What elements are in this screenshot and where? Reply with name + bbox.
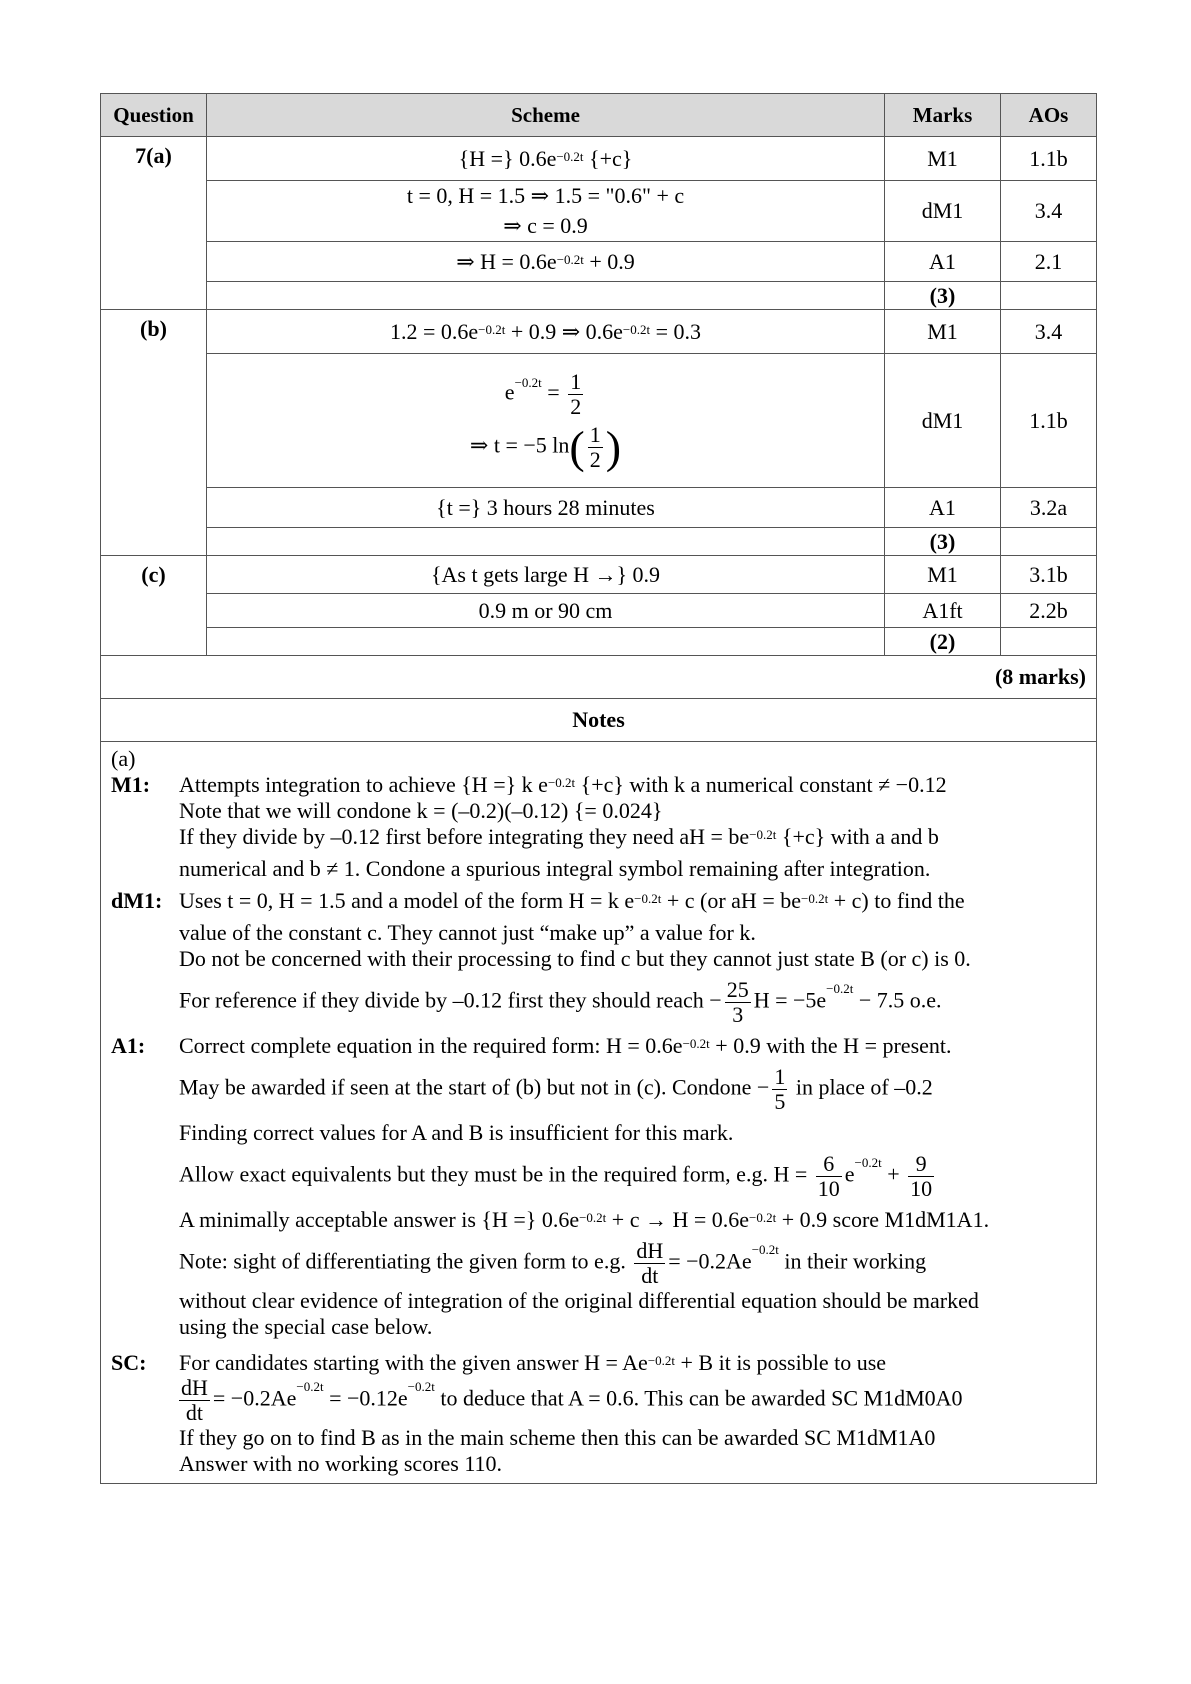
fraction [908,1152,934,1201]
ao-cell: 3.2a [1001,488,1097,528]
fraction [772,1065,787,1114]
note-line: + 0.9 score M1dM1A1. [781,1207,990,1232]
formula-text: + 0.9 ⇒ 0.6e [510,318,623,344]
mark-cell: A1 [885,488,1001,528]
note-label: SC: [111,1350,147,1375]
note-line: in place of –0.2 [795,1074,933,1100]
total-marks: (8 marks) [101,656,1097,699]
note-dm1 [111,888,1096,1027]
table-row [101,528,1097,556]
note-text [179,772,1096,882]
exponent: −0.2t [749,1210,777,1225]
mark-cell: M1 [885,556,1001,594]
table-row [101,594,1097,628]
exponent: −0.2t [854,1155,882,1170]
formula-text: {+c} [589,145,633,171]
exponent: −0.2t [682,1036,710,1051]
exponent: −0.2t [579,1210,607,1225]
formula-text: {H =} [458,145,514,171]
note-line: in their working [784,1248,927,1274]
header-scheme: Scheme [207,94,885,137]
part-label: (a) [111,746,136,771]
formula-text: 0.6e [519,145,557,171]
part-total: (3) [885,528,1001,556]
note-line: = −0.2Ae [668,1248,752,1274]
table-row [101,488,1097,528]
table-row [101,137,1097,181]
exponent: −0.2t [478,321,506,337]
note-line: If they divide by –0.12 first before integrating they need aH = be [179,824,750,849]
denominator: dt [641,1263,659,1288]
ao-cell-empty [1001,282,1097,310]
part-total: (2) [885,628,1001,656]
notes-title: Notes [101,699,1097,742]
ao-cell: 3.1b [1001,556,1097,594]
header-aos: AOs [1001,94,1097,137]
note-line: Uses t = 0, H = 1.5 and a model of the form H = k e [179,888,635,913]
scheme-cell: {t =} 3 hours 28 minutes [207,488,885,528]
note-line: + B it is possible to use [680,1350,887,1375]
note-text [179,1033,1096,1340]
numerator: dH [181,1375,208,1400]
exponent: −0.2t [622,321,651,337]
formula-text: 1.2 = 0.6e [389,318,479,344]
ao-cell: 2.1 [1001,242,1097,282]
ao-cell: 3.4 [1001,181,1097,242]
note-line: + 0.9 with the H = present. [715,1033,952,1058]
note-line: + c) to find the [833,888,965,913]
fraction [725,978,751,1027]
note-line: For reference if they divide by –0.12 first they should reach − [179,987,722,1013]
mark-cell: M1 [885,310,1001,354]
scheme-cell-empty [207,528,885,556]
question-label-7a: 7(a) [101,137,207,310]
denominator: 2 [589,446,601,472]
formula-text: + 0.9 [589,248,635,274]
mark-scheme-table [100,93,1097,1484]
table-row [101,354,1097,488]
note-label: M1: [111,772,151,797]
exponent: −0.2t [647,1353,676,1368]
header-row [101,94,1097,137]
exponent: −0.2t [826,981,854,996]
scheme-cell-empty [207,282,885,310]
scheme-cell [207,242,885,282]
mark-cell: M1 [885,137,1001,181]
formula-text: ⇒ t = −5 ln [469,432,570,458]
header-question: Question [101,94,207,137]
formula-line [207,370,884,419]
fraction [816,1152,842,1201]
exponent: −0.2t [556,251,584,267]
scheme-cell [207,354,885,488]
denominator: 5 [774,1089,786,1114]
note-line: For candidates starting with the given answer H = Ae [179,1350,648,1375]
exponent: −0.2t [296,1379,324,1394]
exponent: −0.2t [801,891,829,906]
scheme-cell: 0.9 m or 90 cm [207,594,885,628]
note-line: A minimally acceptable answer is {H =} 0.6e [179,1207,580,1232]
scheme-cell-empty [207,628,885,656]
denominator: 3 [732,1002,744,1027]
note-line: using the special case below. [179,1314,433,1339]
note-line: Answer with no working scores 110. [179,1451,503,1476]
mark-cell: A1ft [885,594,1001,628]
table-row [101,242,1097,282]
note-line: Attempts integration to achieve {H =} k e [179,772,548,797]
numerator: dH [636,1238,664,1263]
mark-scheme-sheet [100,93,1096,1484]
scheme-cell [207,310,885,354]
paren: ) [605,421,622,472]
exponent: −0.2t [514,374,542,390]
notes-row [101,742,1097,1484]
note-line: value of the constant c. They cannot just “make up” a value for k. [179,920,756,945]
scheme-cell: {As t gets large H →} 0.9 [207,556,885,594]
note-line: If they go on to find B as in the main scheme then this can be awarded SC M1dM1A0 [179,1425,936,1450]
exponent: −0.2t [547,775,576,790]
notes-body [101,742,1097,1484]
fraction [568,370,583,419]
paren: ( [569,421,585,472]
exponent: −0.2t [634,891,662,906]
numerator: 1 [774,1064,786,1089]
numerator: 6 [816,1152,842,1177]
note-label: A1: [111,1033,146,1058]
numerator: 9 [908,1152,934,1177]
note-line: without clear evidence of integration of the original differential equation should be marked [179,1288,979,1313]
mark-cell: dM1 [885,354,1001,488]
exponent: −0.2t [556,148,584,164]
formula-text: ⇒ H = 0.6e [456,248,557,274]
note-line: + [887,1161,900,1187]
note-line: Correct complete equation in the required form: H = 0.6e [179,1033,683,1058]
table-row [101,181,1097,242]
fraction [179,1376,210,1425]
exponent: −0.2t [751,1242,779,1257]
denominator: dt [185,1400,203,1425]
formula-line [207,423,884,472]
note-line: − 7.5 o.e. [858,987,942,1013]
note-line: {+c} with a and b [781,824,939,849]
exponent: −0.2t [407,1379,435,1394]
ao-cell-empty [1001,528,1097,556]
note-label: dM1: [111,888,163,913]
notes-header-row [101,699,1097,742]
formula-line: t = 0, H = 1.5 ⇒ 1.5 = "0.6" + c [406,183,685,208]
note-sc [111,1350,1096,1477]
note-line: H = −5e [753,987,827,1013]
note-text [179,1350,1096,1477]
note-line: May be awarded if seen at the start of (b) but not in (c). Condone − [179,1074,770,1100]
note-line: Finding correct values for A and B is insufficient for this mark. [179,1120,734,1145]
formula-text: = [547,379,560,405]
question-label-c: (c) [101,556,207,656]
note-m1 [111,772,1096,882]
note-line: + c → H = 0.6e [611,1207,750,1232]
scheme-cell [207,181,885,242]
table-row [101,556,1097,594]
ao-cell-empty [1001,628,1097,656]
note-text [179,888,1096,1027]
note-line: Allow exact equivalents but they must be in the required form, e.g. H = [179,1161,808,1187]
header-marks: Marks [885,94,1001,137]
note-line: Note that we will condone k = (–0.2)(–0.12) {= 0.024} [179,798,663,823]
formula-text: e [504,379,515,405]
note-line: = −0.2Ae [212,1385,297,1411]
question-label-b: (b) [101,310,207,556]
note-line: e [844,1161,855,1187]
total-row [101,656,1097,699]
part-total: (3) [885,282,1001,310]
ao-cell: 1.1b [1001,354,1097,488]
mark-cell: A1 [885,242,1001,282]
note-line: {+c} with k a numerical constant ≠ −0.12 [580,772,947,797]
numerator: 1 [589,421,601,447]
formula-line: ⇒ c = 0.9 [503,213,588,238]
note-line: + c (or aH = be [666,888,801,913]
denominator: 2 [570,393,582,419]
note-line: to deduce that A = 0.6. This can be awarded SC M1dM0A0 [440,1385,963,1411]
scheme-cell [207,137,885,181]
fraction [588,423,603,472]
note-line: Do not be concerned with their processing to find c but they cannot just state B (or c) is 0. [179,946,971,971]
table-row [101,310,1097,354]
table-row [101,628,1097,656]
denominator: 10 [910,1176,933,1201]
fraction [634,1239,665,1288]
denominator: 10 [817,1176,840,1201]
numerator: 25 [726,977,749,1002]
numerator: 1 [570,368,582,394]
table-row [101,282,1097,310]
note-line: = −0.12e [329,1385,408,1411]
note-a1 [111,1033,1096,1340]
exponent: −0.2t [749,827,777,842]
ao-cell: 2.2b [1001,594,1097,628]
ao-cell: 3.4 [1001,310,1097,354]
formula-text: = 0.3 [655,318,702,344]
note-line: Note: sight of differentiating the given form to e.g. [179,1248,626,1274]
note-line: numerical and b ≠ 1. Condone a spurious integral symbol remaining after integration. [179,856,931,881]
ao-cell: 1.1b [1001,137,1097,181]
mark-cell: dM1 [885,181,1001,242]
